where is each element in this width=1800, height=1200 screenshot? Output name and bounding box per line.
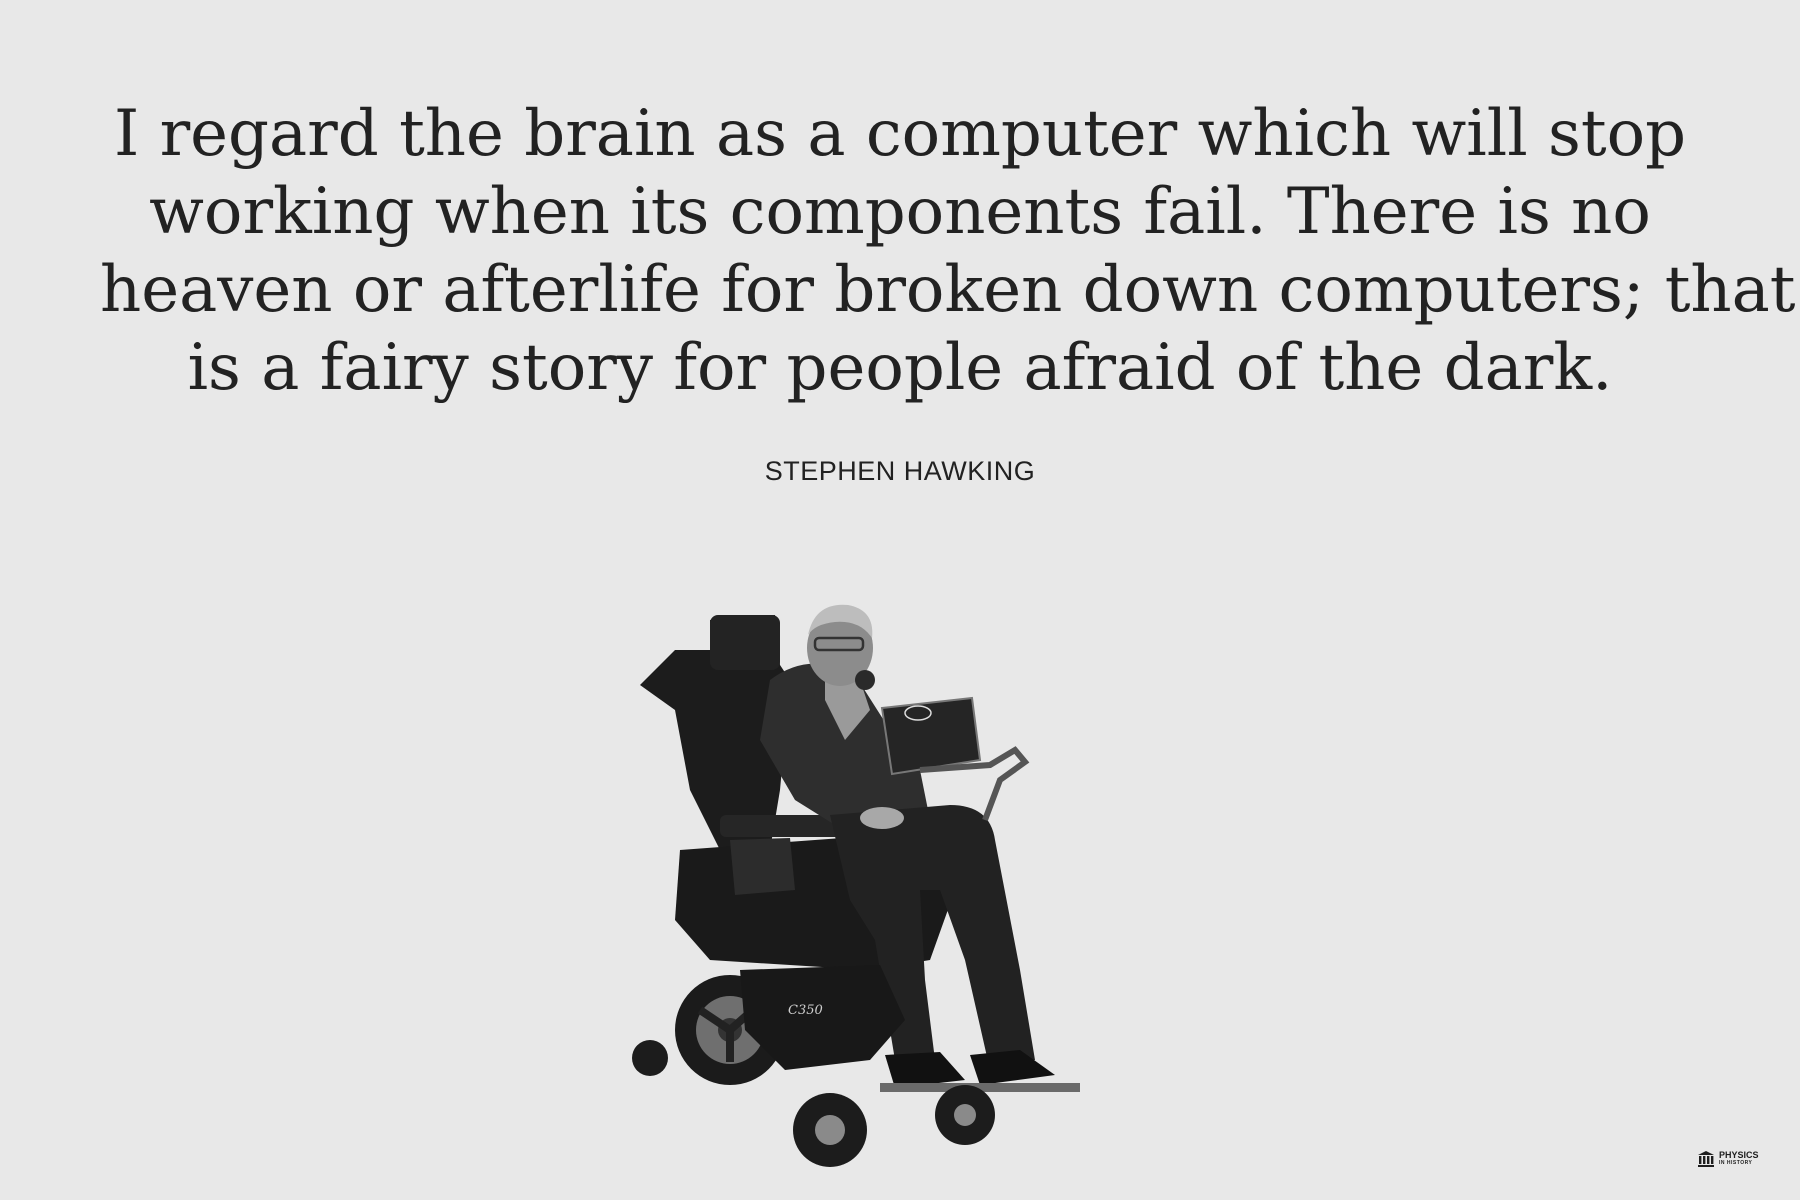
institution-columns-icon xyxy=(1697,1150,1715,1168)
wheel-center xyxy=(815,1115,845,1145)
wheelchair-headrest xyxy=(710,615,780,670)
person-in-wheelchair-photo xyxy=(620,590,1190,1180)
quote-line: I regard the brain as a computer which will stop xyxy=(113,97,1687,171)
physics-in-history-logo xyxy=(1697,1150,1769,1174)
wheelchair-side-bag xyxy=(730,838,795,895)
wheel-center xyxy=(954,1104,976,1126)
logo-text xyxy=(1719,1150,1759,1167)
quote-text xyxy=(100,95,1796,407)
logo-line-2: IN HISTORY xyxy=(1719,1160,1753,1166)
quote-line: is a fairy story for people afraid of the dark. xyxy=(187,331,1613,405)
person-hand xyxy=(860,807,904,829)
chair-model-label: C350 xyxy=(788,1003,823,1018)
logo-line-1: PHYSICS xyxy=(1719,1150,1759,1160)
microphone-icon xyxy=(855,670,875,690)
computer-screen xyxy=(882,698,980,774)
person-shoe xyxy=(885,1052,965,1088)
person-shoe xyxy=(970,1050,1055,1085)
quote-line: working when its components fail. There is no xyxy=(149,175,1651,249)
wheelchair-caster-wheel xyxy=(632,1040,668,1076)
quote-author: STEPHEN HAWKING xyxy=(764,456,1036,486)
quote-line: heaven or afterlife for broken down computers; that xyxy=(100,253,1796,327)
